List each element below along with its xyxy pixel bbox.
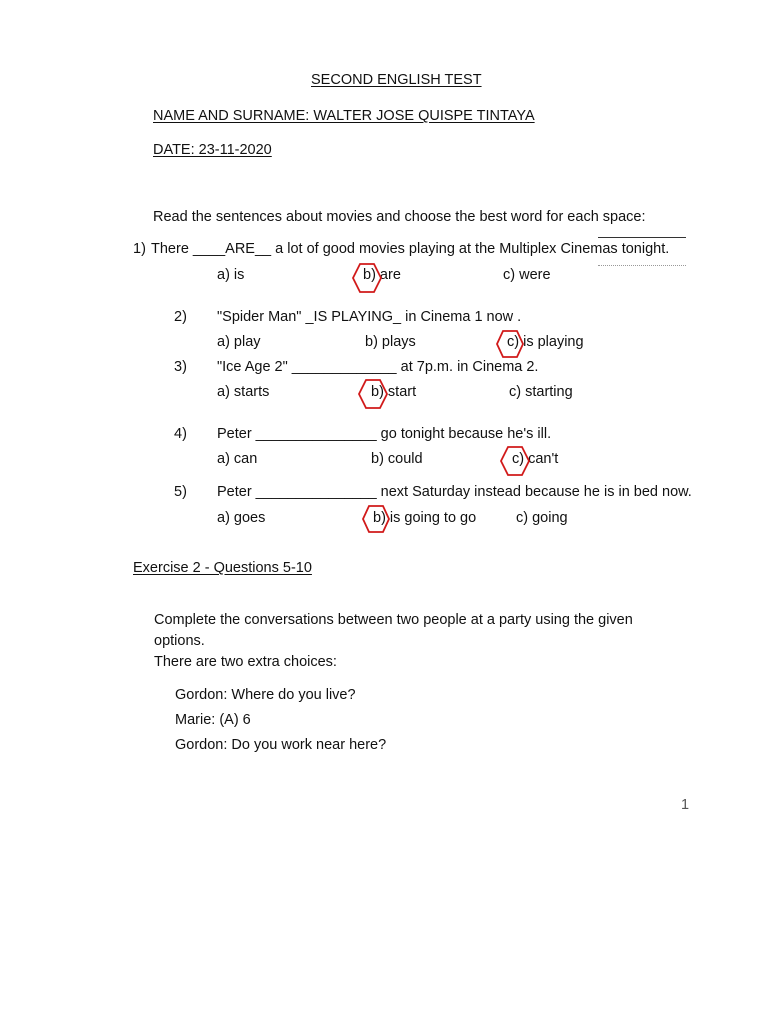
question-1-option-a: a) is xyxy=(217,267,245,283)
question-3-option-b: b) start xyxy=(371,384,417,400)
question-5-option-c: c) going xyxy=(516,510,568,526)
dialogue-line: Marie: (A) 6 xyxy=(175,712,251,728)
exercise2-heading: Exercise 2 - Questions 5-10 xyxy=(133,560,312,576)
test-date: DATE: 23-11-2020 xyxy=(153,142,272,158)
question-2-sentence: "Spider Man" _IS PLAYING_ in Cinema 1 now . xyxy=(217,309,522,325)
question-2-option-c: c) is playing xyxy=(507,334,584,350)
underline-mark xyxy=(598,237,686,238)
question-3-option-a: a) starts xyxy=(217,384,270,400)
question-4-option-b: b) could xyxy=(371,451,423,467)
name-and-surname: NAME AND SURNAME: WALTER JOSE QUISPE TINTAYA xyxy=(153,108,535,124)
question-1-sentence: There ____ARE__ a lot of good movies playing at the Multiplex Cinemas tonight. xyxy=(151,241,670,257)
page-number: 1 xyxy=(681,797,690,813)
question-1-option-c: c) were xyxy=(503,267,551,283)
question-1-option-b: b) are xyxy=(363,267,401,283)
question-4-number: 4) xyxy=(174,426,187,442)
question-4-option-c: c) can't xyxy=(512,451,559,467)
question-3-number: 3) xyxy=(174,359,187,375)
dialogue-line: Gordon: Do you work near here? xyxy=(175,737,387,753)
question-3-option-c: c) starting xyxy=(509,384,573,400)
question-4-sentence: Peter _______________ go tonight because he's ill. xyxy=(217,426,552,442)
question-2-option-a: a) play xyxy=(217,334,261,350)
question-5-number: 5) xyxy=(174,484,187,500)
exercise2-instruction-line: Complete the conversations between two people at a party using the given xyxy=(154,612,633,628)
exercise1-instruction: Read the sentences about movies and choose the best word for each space: xyxy=(153,209,646,225)
test-title: SECOND ENGLISH TEST xyxy=(311,72,482,88)
question-2-option-b: b) plays xyxy=(365,334,416,350)
question-3-sentence: "Ice Age 2" _____________ at 7p.m. in Cinema 2. xyxy=(217,359,539,375)
question-4-option-a: a) can xyxy=(217,451,258,467)
question-2-number: 2) xyxy=(174,309,187,325)
exercise2-instruction-line: There are two extra choices: xyxy=(154,654,337,670)
question-5-option-b: b) is going to go xyxy=(373,510,477,526)
question-1-number: 1) xyxy=(133,241,146,257)
question-5-option-a: a) goes xyxy=(217,510,266,526)
exercise2-instruction-line: options. xyxy=(154,633,205,649)
faint-line xyxy=(598,265,686,266)
dialogue-line: Gordon: Where do you live? xyxy=(175,687,356,703)
question-5-sentence: Peter _______________ next Saturday instead because he is in bed now. xyxy=(217,484,692,500)
